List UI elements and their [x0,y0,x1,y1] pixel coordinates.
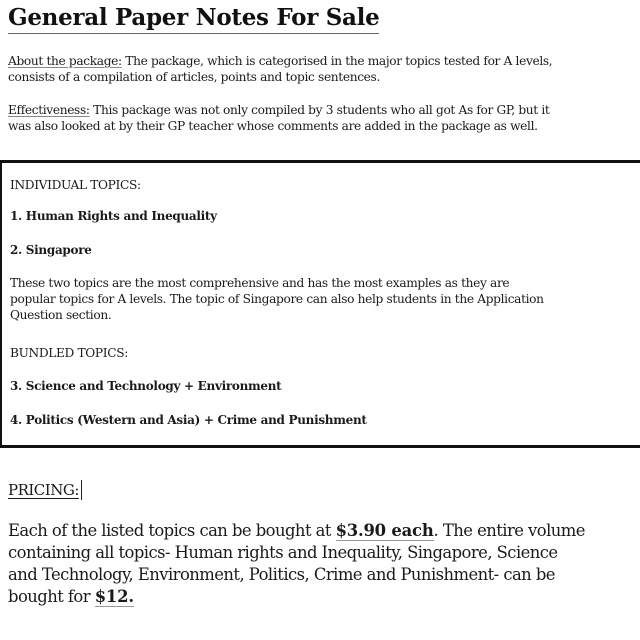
pricing-line-3: and Technology, Environment, Politics, Crime and Punishment- can be [8,565,555,584]
pricing-line-2: containing all topics- Human rights and Inequality, Singapore, Science [8,543,558,562]
topics-description-line-3: Question section. [10,308,112,322]
price-each: $3.90 each [335,521,434,540]
about-package-paragraph [8,53,640,85]
topic-item-singapore: 2. Singapore [10,243,92,257]
topics-box [0,160,640,448]
about-package-label: About the package: [8,54,122,68]
effectiveness-text-line-1: This package was not only compiled by 3 students who all got As for GP, but it [89,103,550,117]
individual-topics-heading: INDIVIDUAL TOPICS: [10,178,141,192]
effectiveness-text-line-2: was also looked at by their GP teacher whose comments are added in the package as well. [8,119,538,133]
topics-description-line-1: These two topics are the most comprehensive and has the most examples as they are [10,276,510,290]
topics-description-line-2: popular topics for A levels. The topic of Singapore can also help students in the Application [10,292,544,306]
pricing-line-1-pre: Each of the listed topics can be bought at [8,521,336,540]
bundled-topics-heading: BUNDLED TOPICS: [10,346,128,360]
pricing-line-1-post: . The entire volume [433,521,585,540]
pricing-paragraph [8,520,640,608]
pricing-heading: PRICING: [8,480,82,500]
effectiveness-label: Effectiveness: [8,103,90,117]
topic-item-politics-crime: 4. Politics (Western and Asia) + Crime and Punishment [10,413,367,427]
topic-item-human-rights: 1. Human Rights and Inequality [10,209,217,223]
page-title: General Paper Notes For Sale [8,4,379,34]
pricing-line-4-pre: bought for [8,587,95,606]
about-package-text-line-2: consists of a compilation of articles, points and topic sentences. [8,70,380,84]
price-total: $12. [94,587,134,606]
about-package-text-line-1: The package, which is categorised in the major topics tested for A levels, [121,54,553,68]
effectiveness-paragraph [8,102,640,134]
topics-description [10,275,544,323]
topic-item-science-environment: 3. Science and Technology + Environment [10,379,282,393]
